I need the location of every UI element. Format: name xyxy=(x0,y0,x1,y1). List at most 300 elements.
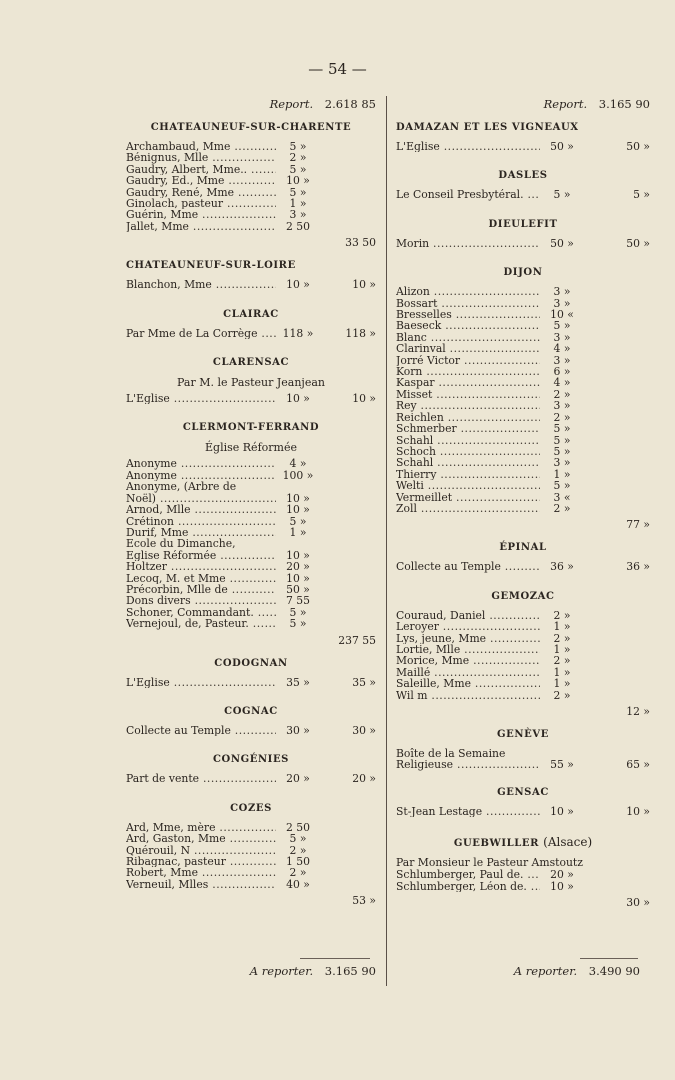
donor-name: Anonyme, (Arbre de xyxy=(126,481,237,493)
report-line xyxy=(396,96,650,112)
ledger-row xyxy=(126,516,376,527)
ledger-row xyxy=(396,561,650,572)
ledger-row xyxy=(396,806,650,817)
donation-amount: 2 » xyxy=(289,843,307,857)
ledger-row xyxy=(396,343,650,354)
donation-total xyxy=(584,869,650,880)
donation-total xyxy=(320,209,376,220)
donation-total: 65 » xyxy=(626,758,650,772)
section-title: CODOGNAN xyxy=(214,657,288,669)
donation-total xyxy=(320,538,376,549)
donor-name: Morin ..... xyxy=(396,238,540,249)
ledger-row xyxy=(396,238,650,249)
donation-total xyxy=(584,332,650,343)
section-heading xyxy=(396,219,650,230)
donor-name: Jorré Victor ..... xyxy=(396,355,540,366)
donor-name: Reichlen ..... xyxy=(396,412,540,423)
section-heading xyxy=(396,591,650,602)
footer-value: 3.165 90 xyxy=(324,964,376,978)
ledger-row xyxy=(126,618,376,629)
ledger-row xyxy=(396,748,650,759)
ledger-row xyxy=(126,198,376,209)
donation-total: 10 » xyxy=(352,392,376,406)
donation-amount: 40 » xyxy=(286,877,310,891)
ledger-row xyxy=(126,187,376,198)
section-title: CLARENSAC xyxy=(212,357,290,369)
ledger-row xyxy=(396,412,650,423)
section-note: Par Monsieur le Pasteur Amstoutz xyxy=(396,856,583,870)
right-column xyxy=(396,96,650,910)
ledger-row xyxy=(396,400,650,411)
section-title: GEMOZAC xyxy=(491,590,555,602)
section-title: DIJON xyxy=(503,267,543,279)
ledger-row xyxy=(126,773,376,784)
donor-name: Ecole du Dimanche, xyxy=(126,538,236,550)
donation-total xyxy=(584,446,650,457)
donor-name: Saleille, Mme ..... xyxy=(396,678,540,689)
donor-name: Noël) ..... xyxy=(126,493,276,504)
donor-name: Schmerber ..... xyxy=(396,423,540,434)
donation-total xyxy=(584,678,650,689)
ledger-row xyxy=(126,550,376,561)
section-gap xyxy=(396,203,650,209)
report-value: 3.165 90 xyxy=(598,97,650,111)
donation-total xyxy=(320,470,376,481)
donation-amount: 3 » xyxy=(289,208,307,222)
ledger-row xyxy=(126,538,376,549)
section-subtitle: Église Réformée xyxy=(205,441,297,455)
section-title: CLAIRAC xyxy=(223,308,279,320)
donor-name: Schoner, Commandant. ..... xyxy=(126,607,276,618)
ledger-row xyxy=(126,481,376,492)
donation-amount: 2 » xyxy=(553,608,571,622)
ledger-row xyxy=(126,879,376,890)
donation-amount: 118 » xyxy=(282,326,314,340)
donation-amount: 1 » xyxy=(553,467,571,481)
donation-amount: 5 » xyxy=(553,479,571,493)
donor-name: Bénignus, Mlle ..... xyxy=(126,152,276,163)
donor-name: Bossart ..... xyxy=(396,298,540,309)
donation-total: 35 » xyxy=(352,675,376,689)
donor-name: Quérouil, N ..... xyxy=(126,845,276,856)
section-heading xyxy=(126,309,376,320)
donor-name: L'Eglise ..... xyxy=(126,677,276,688)
section-title: DIEULEFIT xyxy=(488,218,558,230)
donation-total xyxy=(320,175,376,186)
donation-amount: 35 » xyxy=(286,675,310,689)
donation-total: 118 » xyxy=(345,326,376,340)
section-heading xyxy=(396,542,650,553)
donor-name: Par Mme de La Corrège ..... xyxy=(126,328,276,339)
section-title: DASLES xyxy=(498,170,548,182)
donation-amount: 1 » xyxy=(289,197,307,211)
donation-total xyxy=(584,690,650,701)
ledger-row xyxy=(396,759,650,770)
donation-total xyxy=(584,298,650,309)
donation-amount: 5 » xyxy=(289,832,307,846)
donation-amount: 10 » xyxy=(286,491,310,505)
section-title: COGNAC xyxy=(224,705,278,717)
donor-name: Vermeillet ..... xyxy=(396,492,540,503)
section-subtotal: 12 » xyxy=(626,705,650,718)
ledger-row xyxy=(396,881,650,892)
ledger-row xyxy=(396,446,650,457)
donor-name: Holtzer ..... xyxy=(126,561,276,572)
donation-total xyxy=(320,833,376,844)
ledger-row xyxy=(126,504,376,515)
footer-value: 3.490 90 xyxy=(588,964,640,978)
ledger-row xyxy=(396,690,650,701)
section-subtotal: 53 » xyxy=(352,894,376,908)
donation-amount: 36 » xyxy=(550,560,574,574)
donation-total xyxy=(584,503,650,514)
donation-total xyxy=(320,573,376,584)
section-subtotal: 77 » xyxy=(626,518,650,532)
donation-total xyxy=(320,516,376,527)
donation-amount: 50 » xyxy=(550,236,574,250)
donation-amount: 2 » xyxy=(289,151,307,165)
donor-name: Guérin, Mme ..... xyxy=(126,209,276,220)
report-label: Report. xyxy=(543,97,588,111)
donor-name: Schlumberger, Paul de. ..... xyxy=(396,869,540,880)
section-title: CHATEAUNEUF-SUR-LOIRE xyxy=(126,260,296,272)
section-title-region: (Alsace) xyxy=(543,835,593,850)
donation-total: 20 » xyxy=(352,772,376,786)
donor-name: Schlumberger, Léon de. ..... xyxy=(396,881,540,892)
donation-total xyxy=(320,221,376,232)
donation-total xyxy=(320,481,376,492)
donation-total xyxy=(584,621,650,632)
ledger-row xyxy=(396,469,650,480)
donor-name: Ginolach, pasteur ..... xyxy=(126,198,276,209)
donation-total xyxy=(320,198,376,209)
section-gap xyxy=(396,251,650,257)
ledger-row xyxy=(396,435,650,446)
donor-name: Gaudry, Albert, Mme.. ..... xyxy=(126,164,276,175)
donation-total xyxy=(320,141,376,152)
section-heading xyxy=(126,803,376,814)
donation-amount: 10 » xyxy=(550,804,574,818)
ledger-row xyxy=(396,298,650,309)
ledger-row xyxy=(396,457,650,468)
section-heading xyxy=(126,422,376,433)
donor-name: Jallet, Mme ..... xyxy=(126,221,276,232)
footer-rule xyxy=(300,958,370,959)
donation-amount: 3 » xyxy=(553,399,571,413)
donor-name: Archambaud, Mme ..... xyxy=(126,141,276,152)
page-number: — 54 — xyxy=(308,60,367,78)
section-gap xyxy=(126,406,376,412)
donor-name: Collecte au Temple ..... xyxy=(126,725,276,736)
donor-name: Baeseck ..... xyxy=(396,320,540,331)
donation-amount: 5 » xyxy=(553,422,571,436)
donation-amount: 4 » xyxy=(553,342,571,356)
ledger-row xyxy=(396,286,650,297)
donation-total xyxy=(584,400,650,411)
section-heading xyxy=(396,787,650,798)
donor-name: Schahl ..... xyxy=(396,435,540,446)
donation-total xyxy=(320,550,376,561)
donation-amount: 5 » xyxy=(553,188,571,202)
donor-name: Maillé ..... xyxy=(396,667,540,678)
ledger-row xyxy=(126,595,376,606)
section-gap xyxy=(126,293,376,299)
section-heading xyxy=(126,706,376,717)
section-subtitle: Par M. le Pasteur Jeanjean xyxy=(176,376,325,390)
ledger-row xyxy=(396,355,650,366)
donation-total: 5 » xyxy=(633,188,650,202)
ledger-row xyxy=(396,309,650,320)
donation-total xyxy=(320,584,376,595)
donor-name: Korn ..... xyxy=(396,366,540,377)
donation-total xyxy=(584,655,650,666)
ledger-row xyxy=(396,655,650,666)
footer-carry-left xyxy=(230,964,376,978)
donation-total xyxy=(584,435,650,446)
donation-total xyxy=(584,423,650,434)
donor-name: Le Conseil Presbytéral. ..... xyxy=(396,189,540,200)
report-value: 2.618 85 xyxy=(324,97,376,111)
donation-total: 10 » xyxy=(352,278,376,292)
section-gap xyxy=(396,575,650,581)
donation-amount: 10 » xyxy=(286,548,310,562)
ledger-row xyxy=(126,493,376,504)
ledger-row xyxy=(126,209,376,220)
section-subtotal: 237 55 xyxy=(338,633,376,647)
donation-total: 50 » xyxy=(626,140,650,153)
ledger-row xyxy=(396,492,650,503)
donor-name: Ribagnac, pasteur ..... xyxy=(126,856,276,867)
ledger-row xyxy=(396,633,650,644)
donation-total xyxy=(320,458,376,469)
donation-total xyxy=(320,504,376,515)
ledger-row xyxy=(396,389,650,400)
donor-name: Dons divers ..... xyxy=(126,595,276,606)
donation-amount: 20 » xyxy=(286,772,310,786)
donation-amount: 4 » xyxy=(289,457,307,471)
donor-name: Wil m ..... xyxy=(396,690,540,701)
section-title: GENÈVE xyxy=(497,729,549,740)
donation-total xyxy=(584,366,650,377)
donation-amount: 1 50 xyxy=(285,855,311,868)
donation-total xyxy=(584,355,650,366)
section-subtotal: 30 » xyxy=(626,896,650,910)
donation-total xyxy=(320,595,376,606)
donation-total xyxy=(584,377,650,388)
donor-name: Schahl ..... xyxy=(396,457,540,468)
donor-name: Arnod, Mlle ..... xyxy=(126,504,276,515)
donation-amount: 1 » xyxy=(553,677,571,691)
ledger-row xyxy=(396,141,650,152)
footer-label: A reporter. xyxy=(249,964,314,978)
donation-total xyxy=(320,493,376,504)
donation-total xyxy=(584,412,650,423)
ledger-row xyxy=(126,725,376,736)
donor-name: Crétinon ..... xyxy=(126,516,276,527)
donation-amount: 2 » xyxy=(553,387,571,401)
donation-amount: 5 » xyxy=(553,433,571,447)
ledger-row xyxy=(396,610,650,621)
donation-amount: 30 » xyxy=(286,723,310,737)
donation-amount: 3 » xyxy=(553,285,571,299)
donation-total xyxy=(584,667,650,678)
donor-name: Blanchon, Mme ..... xyxy=(126,279,276,290)
donor-name: Précorbin, Mlle de ..... xyxy=(126,584,276,595)
section-gap xyxy=(126,690,376,696)
donation-amount: 2 » xyxy=(553,631,571,645)
donation-amount: 5 » xyxy=(289,605,307,619)
donation-total xyxy=(320,561,376,572)
donor-name: Gaudry, René, Mme ..... xyxy=(126,187,276,198)
section-gap xyxy=(126,738,376,744)
ledger-row xyxy=(126,833,376,844)
donation-total xyxy=(584,610,650,621)
donation-total: 30 » xyxy=(352,723,376,737)
donor-name: Ard, Gaston, Mme ..... xyxy=(126,833,276,844)
section-heading xyxy=(396,729,650,740)
donation-amount: 50 » xyxy=(550,140,574,153)
donation-amount: 5 » xyxy=(289,617,307,631)
section-title: DAMAZAN ET LES VIGNEAUX xyxy=(396,122,579,133)
donor-name: L'Eglise ..... xyxy=(396,141,540,152)
donation-amount: 10 » xyxy=(286,174,310,188)
donation-amount: 55 » xyxy=(550,758,574,772)
ledger-row xyxy=(126,607,376,618)
ledger-row xyxy=(126,677,376,688)
donation-total xyxy=(320,845,376,856)
left-sections xyxy=(126,122,376,908)
ledger-row xyxy=(396,678,650,689)
ledger-row xyxy=(396,503,650,514)
ledger-row xyxy=(396,377,650,388)
section-heading xyxy=(126,260,376,271)
donation-total xyxy=(320,879,376,890)
donation-total xyxy=(320,856,376,867)
donor-name: Rey ..... xyxy=(396,400,540,411)
ledger-row xyxy=(126,458,376,469)
donation-amount xyxy=(276,481,320,492)
ledger-row xyxy=(396,644,650,655)
donation-total xyxy=(584,480,650,491)
donor-name: Welti ..... xyxy=(396,480,540,491)
donor-name: Clarinval ..... xyxy=(396,343,540,354)
section-heading xyxy=(396,267,650,278)
donor-name: Bresselles ..... xyxy=(396,309,540,320)
donation-amount: 5 » xyxy=(553,444,571,458)
donation-total xyxy=(584,320,650,331)
section-heading xyxy=(126,754,376,765)
donation-amount: 10 « xyxy=(550,308,574,322)
donation-amount: 3 » xyxy=(553,353,571,367)
donation-total xyxy=(320,607,376,618)
donor-name: Zoll ..... xyxy=(396,503,540,514)
section-gap xyxy=(396,819,650,825)
donor-name: Eglise Réformée ..... xyxy=(126,550,276,561)
section-title: CONGÉNIES xyxy=(212,754,290,766)
ledger-row xyxy=(126,561,376,572)
donation-amount: 10 » xyxy=(286,571,310,585)
ledger-row xyxy=(396,480,650,491)
donor-name: Anonyme ..... xyxy=(126,470,276,481)
donation-amount: 5 » xyxy=(289,514,307,528)
section-gap xyxy=(126,341,376,347)
donation-amount: 1 » xyxy=(553,642,571,656)
report-label: Report. xyxy=(269,97,314,111)
donation-amount: 2 50 xyxy=(285,219,311,233)
donation-amount: 2 50 xyxy=(285,820,311,834)
donation-amount: 3 » xyxy=(553,330,571,344)
ledger-row xyxy=(396,869,650,880)
donor-name: Kaspar ..... xyxy=(396,377,540,388)
column-divider xyxy=(386,96,387,986)
ledger-row xyxy=(126,152,376,163)
donor-name: L'Église ..... xyxy=(126,393,276,404)
donor-name: Lys, jeune, Mme ..... xyxy=(396,633,540,644)
donor-name: Anonyme ..... xyxy=(126,458,276,469)
ledger-row xyxy=(126,584,376,595)
donation-amount: 2 » xyxy=(553,688,571,702)
donation-total xyxy=(320,187,376,198)
left-column xyxy=(126,96,376,908)
section-heading xyxy=(126,658,376,669)
footer-label: A reporter. xyxy=(513,964,578,978)
donation-amount: 3 » xyxy=(553,296,571,310)
donor-name: Lortie, Mlle ..... xyxy=(396,644,540,655)
ledger-row xyxy=(126,221,376,232)
donation-amount: 4 » xyxy=(553,376,571,390)
donor-name: Leroyer ..... xyxy=(396,621,540,632)
ledger-row xyxy=(396,667,650,678)
footer-carry-right xyxy=(500,964,640,978)
donation-total xyxy=(320,822,376,833)
donation-total: 50 » xyxy=(626,236,650,250)
donation-total xyxy=(584,309,650,320)
donation-total xyxy=(584,286,650,297)
donor-name: Couraud, Daniel ..... xyxy=(396,610,540,621)
donor-name: Durif, Mme ..... xyxy=(126,527,276,538)
ledger-row xyxy=(126,279,376,290)
ledger-row xyxy=(126,328,376,339)
ledger-row xyxy=(126,141,376,152)
donor-name: Alizon ..... xyxy=(396,286,540,297)
donor-name: Religieuse ..... xyxy=(396,759,540,770)
donation-amount: 50 » xyxy=(286,582,310,596)
section-title: GENSAC xyxy=(497,786,549,798)
ledger-row xyxy=(396,366,650,377)
donor-name: Ard, Mme, mère ..... xyxy=(126,822,276,833)
section-heading xyxy=(126,122,376,133)
ledger-row xyxy=(126,393,376,404)
report-line xyxy=(126,96,376,112)
ledger-row xyxy=(126,164,376,175)
donation-amount: 100 » xyxy=(282,468,314,482)
section-title: COZES xyxy=(230,802,272,814)
donation-amount: 5 » xyxy=(289,185,307,199)
section-title: ÉPINAL xyxy=(499,542,547,554)
ledger-row xyxy=(396,320,650,331)
section-title: CLERMONT-FERRAND xyxy=(182,422,320,434)
donor-name: Collecte au Temple ..... xyxy=(396,561,540,572)
donation-amount: 1 » xyxy=(553,620,571,634)
donation-total xyxy=(584,492,650,503)
section-gap xyxy=(396,771,650,777)
donation-amount: 2 » xyxy=(553,501,571,515)
donation-amount: 2 » xyxy=(553,410,571,424)
ledger-row xyxy=(396,621,650,632)
ledger-row xyxy=(396,423,650,434)
donor-name: Thierry ..... xyxy=(396,469,540,480)
donation-total xyxy=(584,343,650,354)
